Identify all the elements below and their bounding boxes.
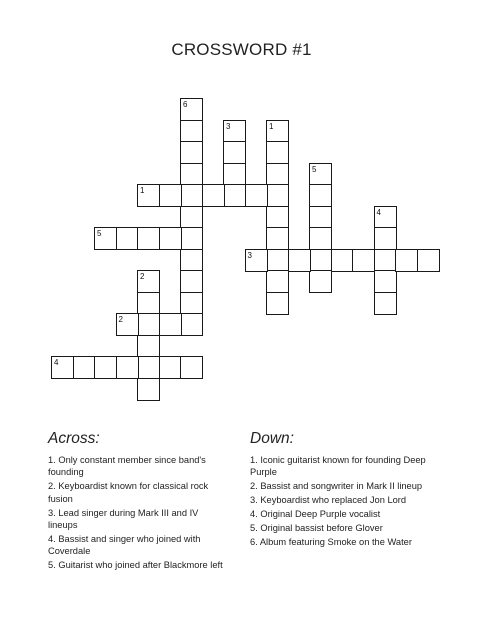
grid-cell[interactable] xyxy=(137,335,160,358)
grid-cell[interactable] xyxy=(180,292,203,315)
grid-cell[interactable] xyxy=(374,292,397,315)
grid-cell[interactable] xyxy=(180,206,203,229)
grid-cell[interactable] xyxy=(159,356,182,379)
clue-number: 3 xyxy=(226,121,231,131)
across-clue-5: 5. Guitarist who joined after Blackmore left xyxy=(48,560,223,571)
grid-cell[interactable] xyxy=(309,227,332,250)
down-clue-5: 5. Original bassist before Glover xyxy=(250,523,383,534)
down-clues xyxy=(250,430,450,550)
grid-cell[interactable] xyxy=(266,163,289,186)
grid-cell[interactable] xyxy=(159,313,182,336)
grid-cell[interactable] xyxy=(159,184,182,207)
across-clue-3: 3. Lead singer during Mark III and IV lineups xyxy=(48,507,199,531)
grid-cell[interactable] xyxy=(266,270,289,293)
grid-cell[interactable] xyxy=(94,356,117,379)
grid-cell[interactable] xyxy=(288,249,311,272)
grid-cell[interactable] xyxy=(266,292,289,315)
clue-number: 2 xyxy=(140,272,145,281)
clue-number: 4 xyxy=(54,358,59,367)
grid-cell[interactable] xyxy=(180,356,203,379)
grid-cell[interactable] xyxy=(374,270,397,293)
down-clue-3: 3. Keyboardist who replaced Jon Lord xyxy=(250,495,407,506)
grid-cell[interactable] xyxy=(51,356,74,379)
grid-cell[interactable] xyxy=(266,184,289,207)
grid-cell[interactable] xyxy=(180,313,203,336)
grid-cell[interactable] xyxy=(309,184,332,207)
clue-number: 5 xyxy=(97,229,102,238)
down-heading: Down: xyxy=(250,430,294,447)
down-clue-6: 6. Album featuring Smoke on the Water xyxy=(250,536,412,547)
grid-cell[interactable] xyxy=(266,227,289,250)
grid-cell[interactable] xyxy=(137,313,160,336)
grid-cell[interactable] xyxy=(180,227,203,250)
clue-number: 6 xyxy=(183,100,188,109)
clue-number: 5 xyxy=(312,164,317,174)
grid-cell[interactable] xyxy=(245,249,268,272)
grid-cell[interactable] xyxy=(180,270,203,293)
grid-cell[interactable] xyxy=(180,163,203,186)
grid-cell[interactable] xyxy=(116,227,139,250)
across-clue-1: 1. Only constant member since band's founding xyxy=(48,455,206,478)
down-clue-4: 4. Original Deep Purple vocalist xyxy=(250,509,381,520)
grid-cell[interactable] xyxy=(309,249,332,272)
grid-cell[interactable] xyxy=(374,249,397,272)
grid-cell[interactable] xyxy=(266,206,289,229)
grid-cell[interactable] xyxy=(374,227,397,250)
grid-cell[interactable] xyxy=(266,249,289,272)
grid-cell[interactable] xyxy=(309,163,332,186)
grid-cell[interactable] xyxy=(309,206,332,229)
grid-cell[interactable] xyxy=(223,163,246,186)
grid-cell[interactable] xyxy=(180,120,203,143)
grid-cell[interactable] xyxy=(266,120,289,143)
grid-cell[interactable] xyxy=(180,184,203,207)
grid-cell[interactable] xyxy=(116,313,139,336)
grid-cell[interactable] xyxy=(245,184,268,207)
grid-cell[interactable] xyxy=(73,356,96,379)
grid-cell[interactable] xyxy=(417,249,440,272)
grid-cell[interactable] xyxy=(137,184,160,207)
across-clues xyxy=(48,430,228,573)
grid-cell[interactable] xyxy=(180,249,203,272)
grid-cell[interactable] xyxy=(137,227,160,250)
grid-cell[interactable] xyxy=(137,356,160,379)
grid-cell[interactable] xyxy=(180,141,203,164)
grid-cell[interactable] xyxy=(223,120,246,143)
grid-cell[interactable] xyxy=(116,356,139,379)
grid-cell[interactable] xyxy=(266,141,289,164)
grid-cell[interactable] xyxy=(180,98,203,121)
clue-number: 3 xyxy=(247,250,252,260)
clue-number: 1 xyxy=(140,186,145,195)
grid-cell[interactable] xyxy=(374,206,397,229)
grid-cell[interactable] xyxy=(395,249,418,272)
clue-number: 4 xyxy=(376,207,381,217)
grid-cell[interactable] xyxy=(223,184,246,207)
grid-cell[interactable] xyxy=(331,249,354,272)
grid-cell[interactable] xyxy=(94,227,117,250)
grid-cell[interactable] xyxy=(137,292,160,315)
clue-number: 2 xyxy=(118,315,123,324)
grid-cell[interactable] xyxy=(223,141,246,164)
clue-number: 1 xyxy=(269,121,274,131)
grid-cell[interactable] xyxy=(137,270,160,293)
down-clue-2: 2. Bassist and songwriter in Mark II lineup xyxy=(250,481,423,492)
grid-cell[interactable] xyxy=(159,227,182,250)
grid-cell[interactable] xyxy=(137,378,160,401)
across-clue-4: 4. Bassist and singer who joined with Coverdale xyxy=(48,533,201,557)
down-clue-1: 1. Iconic guitarist known for founding Deep Purple xyxy=(250,455,426,478)
grid-cell[interactable] xyxy=(202,184,225,207)
grid-cell[interactable] xyxy=(309,270,332,293)
across-clue-2: 2. Keyboardist known for classical rock fusion xyxy=(48,481,209,504)
across-heading: Across: xyxy=(48,430,100,447)
grid-cell[interactable] xyxy=(352,249,375,272)
page-title: CROSSWORD #1 xyxy=(171,40,312,59)
